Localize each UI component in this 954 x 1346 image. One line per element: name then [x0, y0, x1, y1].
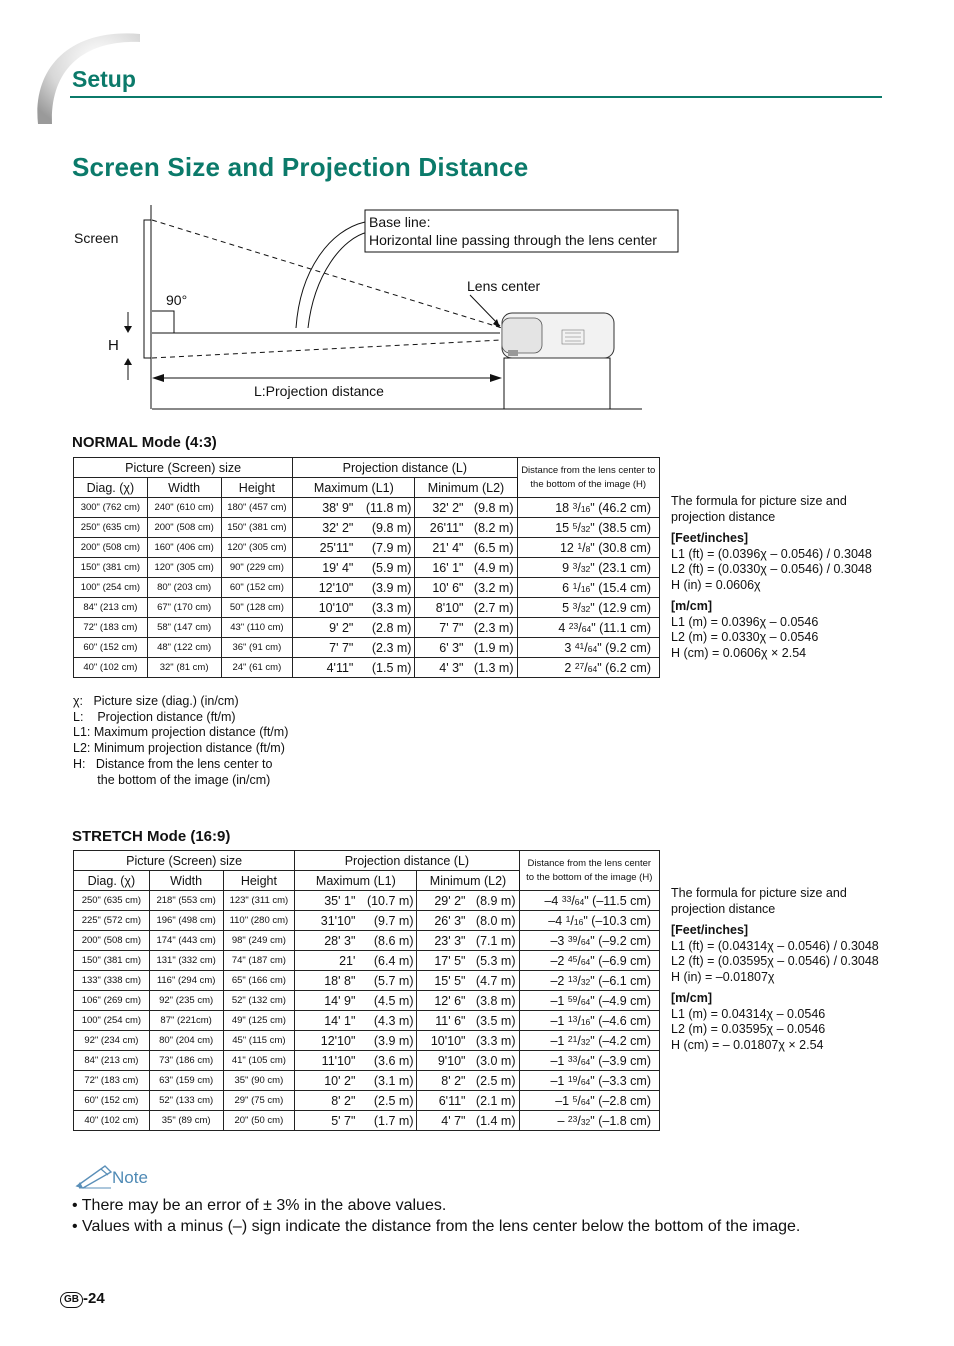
- max-m-cell: (1.5 m): [356, 658, 415, 678]
- legend-item: the bottom of the image (in/cm): [73, 772, 271, 787]
- formula-line: L1 (m) = 0.0396χ – 0.0546: [671, 614, 819, 629]
- max-m-cell: (5.7 m): [358, 971, 417, 991]
- diag-cell: 92" (234 cm): [74, 1031, 150, 1051]
- min-ft-cell: 6'11": [417, 1091, 469, 1111]
- table-row: [74, 911, 660, 931]
- base-line-desc: Horizontal line passing through the lens center: [369, 232, 657, 248]
- diag-cell: 84" (213 cm): [74, 1051, 150, 1071]
- note-pencil-icon: [75, 1160, 115, 1190]
- width-cell: 120" (305 cm): [147, 558, 221, 578]
- max-ft-cell: 25'11": [293, 538, 357, 558]
- max-m-cell: (9.7 m): [358, 911, 417, 931]
- diag-cell: 200" (508 cm): [74, 538, 148, 558]
- table-row: [74, 638, 660, 658]
- max-m-cell: (3.3 m): [356, 598, 415, 618]
- max-ft-cell: 4'11": [293, 658, 357, 678]
- min-ft-cell: 16' 1": [415, 558, 467, 578]
- max-ft-cell: 28' 3": [295, 931, 359, 951]
- min-m-cell: (8.9 m): [469, 891, 520, 911]
- height-cell: 24" (61 cm): [221, 658, 293, 678]
- table-row: [74, 1091, 660, 1111]
- distance-h-cell: –4 $^{33}$/64" (–11.5 cm): [519, 891, 659, 911]
- min-m-cell: (4.7 m): [469, 971, 520, 991]
- header-height: Height: [223, 871, 295, 891]
- header-max: Maximum (L1): [295, 871, 417, 891]
- distance-h-cell: 15 $^5$/32" (38.5 cm): [517, 518, 660, 538]
- width-cell: 196" (498 cm): [149, 911, 223, 931]
- width-cell: 63" (159 cm): [149, 1071, 223, 1091]
- distance-h-cell: –2 $^{45}$/64" (–6.9 cm): [519, 951, 659, 971]
- header-height: Height: [221, 478, 293, 498]
- width-cell: 116" (294 cm): [149, 971, 223, 991]
- max-m-cell: (2.5 m): [358, 1091, 417, 1111]
- formula-line: H (cm) = 0.0606χ × 2.54: [671, 645, 807, 660]
- diag-cell: 150" (381 cm): [74, 558, 148, 578]
- min-m-cell: (6.5 m): [466, 538, 517, 558]
- height-cell: 74" (187 cm): [223, 951, 295, 971]
- diag-cell: 84" (213 cm): [74, 598, 148, 618]
- diag-cell: 133" (338 cm): [74, 971, 150, 991]
- header-picture-size: Picture (Screen) size: [74, 851, 295, 871]
- width-cell: 200" (508 cm): [147, 518, 221, 538]
- min-ft-cell: 8' 2": [417, 1071, 469, 1091]
- page-number-text: -24: [83, 1290, 105, 1307]
- table-row: [74, 991, 660, 1011]
- distance-h-cell: –1 $^{13}$/16" (–4.6 cm): [519, 1011, 659, 1031]
- width-cell: 174" (443 cm): [149, 931, 223, 951]
- distance-h-cell: –1 $^{59}$/64" (–4.9 cm): [519, 991, 659, 1011]
- height-cell: 49" (125 cm): [223, 1011, 295, 1031]
- width-cell: 73" (186 cm): [149, 1051, 223, 1071]
- min-ft-cell: 15' 5": [417, 971, 469, 991]
- max-ft-cell: 7' 7": [293, 638, 357, 658]
- stretch-formula: [671, 886, 901, 1053]
- base-line-callout: [369, 213, 657, 249]
- header-min: Minimum (L2): [417, 871, 519, 891]
- min-ft-cell: 23' 3": [417, 931, 469, 951]
- distance-h-cell: –2 $^{13}$/32" (–6.1 cm): [519, 971, 659, 991]
- diag-cell: 200" (508 cm): [74, 931, 150, 951]
- height-cell: 41" (105 cm): [223, 1051, 295, 1071]
- max-m-cell: (7.9 m): [356, 538, 415, 558]
- note-item-text: There may be an error of ± 3% in the above values.: [81, 1197, 447, 1214]
- height-cell: 98" (249 cm): [223, 931, 295, 951]
- max-ft-cell: 35' 1": [295, 891, 359, 911]
- min-m-cell: (2.5 m): [469, 1071, 520, 1091]
- distance-h-cell: –4 $^1$/16" (–10.3 cm): [519, 911, 659, 931]
- screen-label: Screen: [74, 230, 119, 246]
- max-ft-cell: 10'10": [293, 598, 357, 618]
- max-ft-cell: 19' 4": [293, 558, 357, 578]
- table-row: [74, 1111, 660, 1131]
- min-ft-cell: 6' 3": [415, 638, 467, 658]
- height-cell: 110" (280 cm): [223, 911, 295, 931]
- min-ft-cell: 4' 7": [417, 1111, 469, 1131]
- height-cell: 60" (152 cm): [221, 578, 293, 598]
- header-width: Width: [147, 478, 221, 498]
- distance-h-cell: –1 $^5$/64" (–2.8 cm): [519, 1091, 659, 1111]
- header-projection-distance: Projection distance (L): [293, 458, 517, 478]
- metric-label: [m/cm]: [671, 991, 712, 1005]
- width-cell: 67" (170 cm): [147, 598, 221, 618]
- table-row: [74, 931, 660, 951]
- min-ft-cell: 10' 6": [415, 578, 467, 598]
- page-title: Screen Size and Projection Distance: [72, 152, 529, 182]
- width-cell: 80" (203 cm): [147, 578, 221, 598]
- min-ft-cell: 9'10": [417, 1051, 469, 1071]
- height-cell: 150" (381 cm): [221, 518, 293, 538]
- table-row: [74, 538, 660, 558]
- min-ft-cell: 26'11": [415, 518, 467, 538]
- distance-h-cell: 4 $^{23}$/64" (11.1 cm): [517, 618, 660, 638]
- note-item-text: Values with a minus (–) sign indicate the distance from the lens center below the bottom of the image.: [82, 1217, 801, 1235]
- page-number: [60, 1290, 105, 1308]
- max-ft-cell: 32' 2": [293, 518, 357, 538]
- min-m-cell: (5.3 m): [469, 951, 520, 971]
- metric-label: [m/cm]: [671, 599, 712, 613]
- min-m-cell: (7.1 m): [469, 931, 520, 951]
- min-ft-cell: 26' 3": [417, 911, 469, 931]
- header-picture-size: Picture (Screen) size: [74, 458, 293, 478]
- height-cell: 20" (50 cm): [223, 1111, 295, 1131]
- max-m-cell: (3.9 m): [358, 1031, 417, 1051]
- distance-h-cell: 12 $^1$/8" (30.8 cm): [517, 538, 660, 558]
- distance-h-cell: – $^{23}$/32" (–1.8 cm): [519, 1111, 659, 1131]
- normal-mode-title: NORMAL Mode (4:3): [72, 434, 217, 451]
- min-m-cell: (8.2 m): [466, 518, 517, 538]
- height-cell: 180" (457 cm): [221, 498, 293, 518]
- distance-h-cell: 2 $^{27}$/64" (6.2 cm): [517, 658, 660, 678]
- max-m-cell: (1.7 m): [358, 1111, 417, 1131]
- width-cell: 87" (221cm): [149, 1011, 223, 1031]
- height-cell: 45" (115 cm): [223, 1031, 295, 1051]
- height-cell: 50" (128 cm): [221, 598, 293, 618]
- formula-line: L2 (m) = 0.03595χ – 0.0546: [671, 1022, 826, 1036]
- section-title: Setup: [72, 66, 136, 92]
- min-ft-cell: 7' 7": [415, 618, 467, 638]
- formula-line: L2 (ft) = (0.0330χ – 0.0546) / 0.3048: [671, 562, 872, 576]
- diag-cell: 60" (152 cm): [74, 1091, 150, 1111]
- height-cell: 43" (110 cm): [221, 618, 293, 638]
- distance-h-cell: 3 $^{41}$/64" (9.2 cm): [517, 638, 660, 658]
- max-ft-cell: 12'10": [293, 578, 357, 598]
- min-m-cell: (3.5 m): [469, 1011, 520, 1031]
- legend-item: L1: Maximum projection distance (ft/m): [73, 725, 289, 740]
- lens-center-label: Lens center: [467, 278, 541, 294]
- formula-line: L1 (ft) = (0.0396χ – 0.0546) / 0.3048: [671, 546, 872, 561]
- diag-cell: 40" (102 cm): [74, 658, 148, 678]
- diag-cell: 72" (183 cm): [74, 618, 148, 638]
- projection-distance-label: L:Projection distance: [254, 383, 384, 399]
- region-badge: GB: [60, 1292, 83, 1308]
- table-row: [74, 518, 660, 538]
- height-cell: 36" (91 cm): [221, 638, 293, 658]
- table-row: [74, 891, 660, 911]
- min-ft-cell: 17' 5": [417, 951, 469, 971]
- max-ft-cell: 9' 2": [293, 618, 357, 638]
- diag-cell: 250" (635 cm): [74, 891, 150, 911]
- angle-label: 90°: [166, 292, 188, 308]
- height-cell: 123" (311 cm): [223, 891, 295, 911]
- note-label: Note: [112, 1168, 148, 1187]
- min-m-cell: (2.1 m): [469, 1091, 520, 1111]
- diag-cell: 100" (254 cm): [74, 1011, 150, 1031]
- max-ft-cell: 10' 2": [295, 1071, 359, 1091]
- formula-line: L1 (m) = 0.04314χ – 0.0546: [671, 1006, 826, 1021]
- height-cell: 29" (75 cm): [223, 1091, 295, 1111]
- width-cell: 32" (81 cm): [147, 658, 221, 678]
- max-ft-cell: 8' 2": [295, 1091, 359, 1111]
- table-row: [74, 971, 660, 991]
- diag-cell: 106" (269 cm): [74, 991, 150, 1011]
- diag-cell: 150" (381 cm): [74, 951, 150, 971]
- diag-cell: 100" (254 cm): [74, 578, 148, 598]
- max-m-cell: (9.8 m): [356, 518, 415, 538]
- width-cell: 160" (406 cm): [147, 538, 221, 558]
- width-cell: 218" (553 cm): [149, 891, 223, 911]
- min-m-cell: (8.0 m): [469, 911, 520, 931]
- table-row: [74, 618, 660, 638]
- min-m-cell: (9.8 m): [466, 498, 517, 518]
- width-cell: 48" (122 cm): [147, 638, 221, 658]
- header-projection-distance: Projection distance (L): [295, 851, 519, 871]
- legend-item: L: Projection distance (ft/m): [73, 709, 236, 724]
- distance-h-cell: 5 $^3$/32" (12.9 cm): [517, 598, 660, 618]
- header-distance-h: Distance from the lens center to the bottom of the image (H): [517, 458, 660, 498]
- legend-item: L2: Minimum projection distance (ft/m): [73, 741, 285, 756]
- max-m-cell: (4.5 m): [358, 991, 417, 1011]
- feet-label: [Feet/inches]: [671, 531, 749, 545]
- formula-line: H (cm) = – 0.01807χ × 2.54: [671, 1037, 824, 1052]
- legend-item: χ: Picture size (diag.) (in/cm): [73, 694, 239, 708]
- min-m-cell: (3.8 m): [469, 991, 520, 1011]
- legend-item: H: Distance from the lens center to: [73, 756, 273, 771]
- diag-cell: 225" (572 cm): [74, 911, 150, 931]
- formula-line: L2 (ft) = (0.03595χ – 0.0546) / 0.3048: [671, 954, 879, 968]
- min-m-cell: (1.3 m): [466, 658, 517, 678]
- table-row: [74, 498, 660, 518]
- max-m-cell: (2.3 m): [356, 638, 415, 658]
- header-rule: [70, 96, 882, 98]
- max-ft-cell: 12'10": [295, 1031, 359, 1051]
- max-ft-cell: 11'10": [295, 1051, 359, 1071]
- width-cell: 131" (332 cm): [149, 951, 223, 971]
- diag-cell: 40" (102 cm): [74, 1111, 150, 1131]
- header-diag: Diag. (χ): [74, 478, 148, 498]
- table-row: [74, 1071, 660, 1091]
- distance-h-cell: –1 $^{21}$/32" (–4.2 cm): [519, 1031, 659, 1051]
- min-ft-cell: 11' 6": [417, 1011, 469, 1031]
- formula-line: L2 (m) = 0.0330χ – 0.0546: [671, 630, 819, 644]
- width-cell: 35" (89 cm): [149, 1111, 223, 1131]
- max-ft-cell: 21': [295, 951, 359, 971]
- formula-line: H (in) = 0.0606χ: [671, 577, 761, 592]
- max-m-cell: (3.6 m): [358, 1051, 417, 1071]
- header-distance-h: Distance from the lens center to the bottom of the image (H): [519, 851, 659, 891]
- table-row: [74, 658, 660, 678]
- width-cell: 240" (610 cm): [147, 498, 221, 518]
- normal-mode-table: [73, 457, 660, 678]
- table-row: [74, 598, 660, 618]
- table-row: [74, 951, 660, 971]
- diag-cell: 250" (635 cm): [74, 518, 148, 538]
- h-label: H: [108, 337, 119, 354]
- normal-formula: [671, 494, 901, 661]
- max-ft-cell: 14' 1": [295, 1011, 359, 1031]
- header-width: Width: [149, 871, 223, 891]
- max-m-cell: (6.4 m): [358, 951, 417, 971]
- distance-h-cell: 6 $^1$/16" (15.4 cm): [517, 578, 660, 598]
- width-cell: 52" (133 cm): [149, 1091, 223, 1111]
- formula-line: L1 (ft) = (0.04314χ – 0.0546) / 0.3048: [671, 938, 879, 953]
- max-ft-cell: 5' 7": [295, 1111, 359, 1131]
- max-m-cell: (10.7 m): [358, 891, 417, 911]
- min-m-cell: (1.9 m): [466, 638, 517, 658]
- max-m-cell: (3.9 m): [356, 578, 415, 598]
- table-row: [74, 1051, 660, 1071]
- min-m-cell: (3.0 m): [469, 1051, 520, 1071]
- stretch-mode-title: STRETCH Mode (16:9): [72, 828, 231, 845]
- max-m-cell: (4.3 m): [358, 1011, 417, 1031]
- formula-line: H (in) = –0.01807χ: [671, 969, 775, 984]
- base-line-title: Base line:: [369, 214, 431, 230]
- feet-label: [Feet/inches]: [671, 923, 749, 937]
- width-cell: 58" (147 cm): [147, 618, 221, 638]
- formula-intro: The formula for picture size and projection distance: [671, 494, 847, 524]
- table-row: [74, 1031, 660, 1051]
- note-list: [72, 1196, 912, 1237]
- table-row: [74, 558, 660, 578]
- height-cell: 35" (90 cm): [223, 1071, 295, 1091]
- width-cell: 80" (204 cm): [149, 1031, 223, 1051]
- min-ft-cell: 4' 3": [415, 658, 467, 678]
- stretch-mode-table: [73, 850, 660, 1131]
- table-row: [74, 1011, 660, 1031]
- diag-cell: 72" (183 cm): [74, 1071, 150, 1091]
- note-item: • Values with a minus (–) sign indicate the distance from the lens center below the bottom of the image.: [72, 1217, 801, 1235]
- distance-h-cell: 9 $^3$/32" (23.1 cm): [517, 558, 660, 578]
- symbol-legend: [73, 694, 288, 788]
- height-cell: 90" (229 cm): [221, 558, 293, 578]
- max-m-cell: (11.8 m): [356, 498, 415, 518]
- header-min: Minimum (L2): [415, 478, 517, 498]
- header-diag: Diag. (χ): [74, 871, 150, 891]
- min-ft-cell: 29' 2": [417, 891, 469, 911]
- max-m-cell: (2.8 m): [356, 618, 415, 638]
- min-ft-cell: 12' 6": [417, 991, 469, 1011]
- max-m-cell: (5.9 m): [356, 558, 415, 578]
- height-cell: 65" (166 cm): [223, 971, 295, 991]
- min-ft-cell: 8'10": [415, 598, 467, 618]
- min-m-cell: (1.4 m): [469, 1111, 520, 1131]
- distance-h-cell: –3 $^{39}$/64" (–9.2 cm): [519, 931, 659, 951]
- height-cell: 52" (132 cm): [223, 991, 295, 1011]
- max-ft-cell: 38' 9": [293, 498, 357, 518]
- formula-intro: The formula for picture size and projection distance: [671, 886, 847, 916]
- max-ft-cell: 14' 9": [295, 991, 359, 1011]
- width-cell: 92" (235 cm): [149, 991, 223, 1011]
- min-m-cell: (3.2 m): [466, 578, 517, 598]
- table-row: [74, 578, 660, 598]
- projector-icon: [502, 313, 614, 358]
- distance-h-cell: –1 $^{33}$/64" (–3.9 cm): [519, 1051, 659, 1071]
- max-m-cell: (3.1 m): [358, 1071, 417, 1091]
- max-ft-cell: 18' 8": [295, 971, 359, 991]
- min-ft-cell: 32' 2": [415, 498, 467, 518]
- min-m-cell: (3.3 m): [469, 1031, 520, 1051]
- distance-h-cell: –1 $^{19}$/64" (–3.3 cm): [519, 1071, 659, 1091]
- header-max: Maximum (L1): [293, 478, 415, 498]
- max-m-cell: (8.6 m): [358, 931, 417, 951]
- min-m-cell: (2.7 m): [466, 598, 517, 618]
- min-ft-cell: 10'10": [417, 1031, 469, 1051]
- height-cell: 120" (305 cm): [221, 538, 293, 558]
- min-ft-cell: 21' 4": [415, 538, 467, 558]
- diag-cell: 300" (762 cm): [74, 498, 148, 518]
- max-ft-cell: 31'10": [295, 911, 359, 931]
- min-m-cell: (4.9 m): [466, 558, 517, 578]
- distance-h-cell: 18 $^3$/16" (46.2 cm): [517, 498, 660, 518]
- min-m-cell: (2.3 m): [466, 618, 517, 638]
- diag-cell: 60" (152 cm): [74, 638, 148, 658]
- note-item: • There may be an error of ± 3% in the above values.: [72, 1197, 447, 1214]
